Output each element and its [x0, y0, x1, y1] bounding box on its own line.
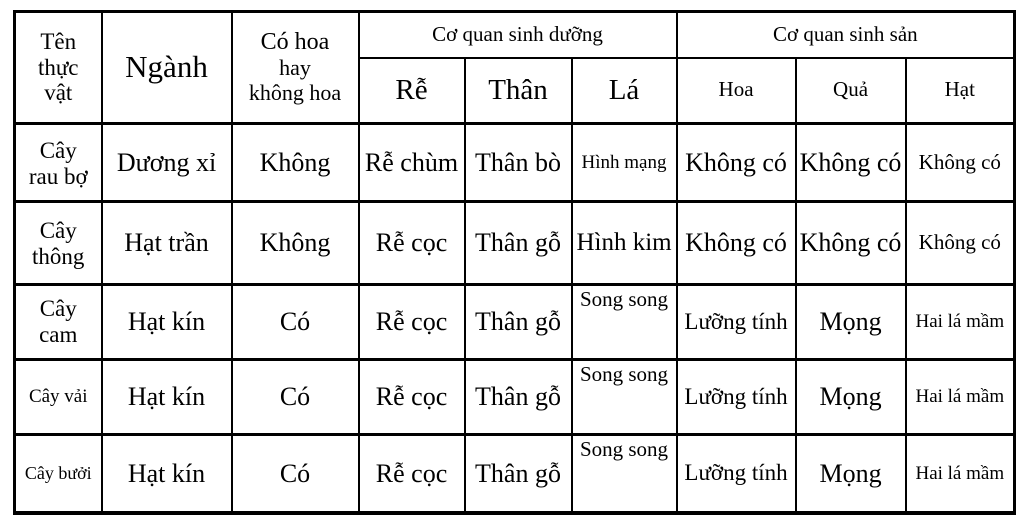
- header-fruit: Quả: [796, 58, 906, 124]
- cell-stem: Thân gỗ: [465, 285, 572, 360]
- table-row: [15, 124, 1015, 202]
- cell-seed: Hai lá mầm: [906, 360, 1015, 435]
- plant-classification-table: [13, 10, 1016, 515]
- cell-leaf: Song song: [572, 435, 677, 513]
- cell-fruit: Không có: [796, 124, 906, 202]
- header-flowering-line: Có hoa: [260, 29, 330, 56]
- cell-phylum: Hạt kín: [102, 285, 232, 360]
- plant-name-line: thông: [32, 244, 85, 269]
- plant-name-line: Cây: [39, 218, 77, 244]
- cell-flower: Lưỡng tính: [677, 435, 796, 513]
- cell-leaf: Song song: [572, 285, 677, 360]
- cell-root: Rễ chùm: [359, 124, 465, 202]
- plant-name-line: Cây bưởi: [24, 463, 92, 484]
- cell-flowering: Có: [232, 360, 359, 435]
- cell-phylum: Hạt trần: [102, 202, 232, 285]
- cell-flowering: Không: [232, 124, 359, 202]
- cell-plant-name: [15, 124, 102, 202]
- header-seed: Hạt: [906, 58, 1015, 124]
- plant-name-line: cam: [39, 322, 78, 347]
- cell-fruit: Mọng: [796, 360, 906, 435]
- cell-plant-name: [15, 202, 102, 285]
- header-flowering: [232, 12, 359, 124]
- cell-fruit: Mọng: [796, 285, 906, 360]
- header-plant-name-line: Tên: [40, 28, 77, 54]
- header-plant-name-line: thực: [37, 54, 79, 80]
- table-row: [15, 360, 1015, 435]
- cell-flowering: Không: [232, 202, 359, 285]
- table-row: [15, 285, 1015, 360]
- cell-phylum: Dương xỉ: [102, 124, 232, 202]
- header-root: Rễ: [359, 58, 465, 124]
- header-plant-name-line: vật: [44, 80, 73, 106]
- cell-phylum: Hạt kín: [102, 435, 232, 513]
- plant-name-line: Cây vải: [28, 386, 88, 408]
- header-flowering-line: không hoa: [248, 79, 342, 105]
- header-stem: Thân: [465, 58, 572, 124]
- cell-fruit: Không có: [796, 202, 906, 285]
- cell-stem: Thân gỗ: [465, 202, 572, 285]
- cell-stem: Thân gỗ: [465, 360, 572, 435]
- cell-flower: Lưỡng tính: [677, 285, 796, 360]
- cell-seed: Hai lá mầm: [906, 435, 1015, 513]
- cell-root: Rễ cọc: [359, 285, 465, 360]
- header-row-groups: [15, 12, 1015, 58]
- cell-seed: Không có: [906, 124, 1015, 202]
- header-group-reproductive-organs: Cơ quan sinh sản: [677, 12, 1015, 58]
- cell-root: Rễ cọc: [359, 360, 465, 435]
- table-row: [15, 202, 1015, 285]
- cell-flowering: Có: [232, 435, 359, 513]
- cell-fruit: Mọng: [796, 435, 906, 513]
- header-flower: Hoa: [677, 58, 796, 124]
- cell-flower: Không có: [677, 202, 796, 285]
- cell-flowering: Có: [232, 285, 359, 360]
- cell-flower: Lưỡng tính: [677, 360, 796, 435]
- cell-root: Rễ cọc: [359, 202, 465, 285]
- header-leaf: Lá: [572, 58, 677, 124]
- cell-phylum: Hạt kín: [102, 360, 232, 435]
- cell-plant-name: [15, 360, 102, 435]
- cell-plant-name: [15, 435, 102, 513]
- cell-leaf: Song song: [572, 360, 677, 435]
- cell-seed: Không có: [906, 202, 1015, 285]
- header-flowering-line: hay: [279, 55, 311, 81]
- table-row: [15, 435, 1015, 513]
- header-plant-name: [15, 12, 102, 124]
- cell-root: Rễ cọc: [359, 435, 465, 513]
- cell-plant-name: [15, 285, 102, 360]
- cell-stem: Thân bò: [465, 124, 572, 202]
- plant-name-line: Cây: [39, 137, 77, 163]
- plant-name-line: Cây: [39, 296, 77, 322]
- cell-seed: Hai lá mầm: [906, 285, 1015, 360]
- header-group-vegetative-organs: Cơ quan sinh dưỡng: [359, 12, 677, 58]
- header-phylum: Ngành: [102, 12, 232, 124]
- cell-stem: Thân gỗ: [465, 435, 572, 513]
- cell-leaf: Hình kim: [572, 202, 677, 285]
- plant-name-line: rau bợ: [28, 163, 88, 189]
- cell-leaf: Hình mạng: [572, 124, 677, 202]
- cell-flower: Không có: [677, 124, 796, 202]
